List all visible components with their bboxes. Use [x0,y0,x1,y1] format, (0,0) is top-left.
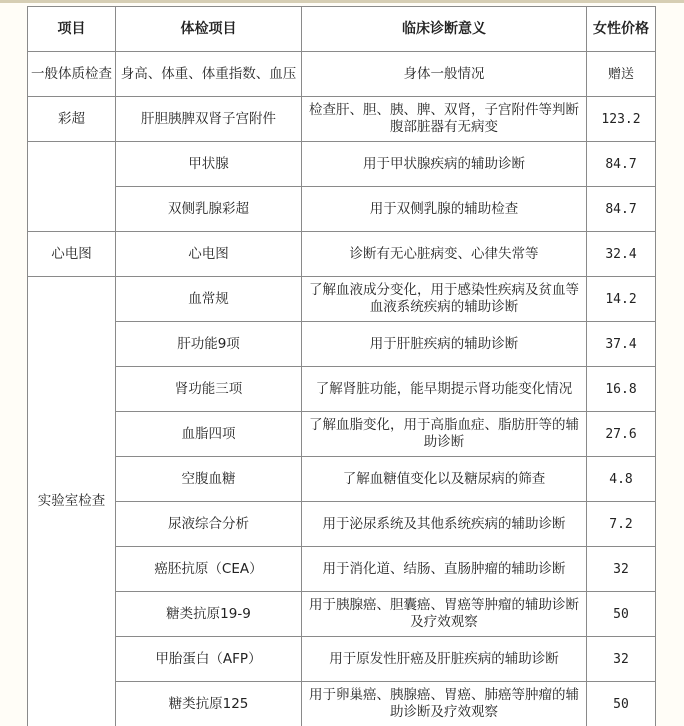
table-row [28,502,656,547]
item-meaning: 用于双侧乳腺的辅助检查 [302,187,587,232]
item-meaning: 了解血液成分变化，用于感染性疾病及贫血等血液系统疾病的辅助诊断 [302,277,587,322]
table-row [28,547,656,592]
table-row [28,142,656,187]
item-price: 50 [587,592,656,637]
item-name: 肾功能三项 [116,367,302,412]
item-meaning: 诊断有无心脏病变、心律失常等 [302,232,587,277]
item-meaning: 检查肝、胆、胰、脾、双肾，子宫附件等判断腹部脏器有无病变 [302,97,587,142]
item-name: 糖类抗原19-9 [116,592,302,637]
item-name: 身高、体重、体重指数、血压 [116,52,302,97]
item-price: 14.2 [587,277,656,322]
table-row [28,277,656,322]
item-name: 肝胆胰脾双肾子宫附件 [116,97,302,142]
item-name: 心电图 [116,232,302,277]
table-row [28,52,656,97]
item-meaning: 身体一般情况 [302,52,587,97]
top-divider [0,0,684,3]
item-meaning: 用于胰腺癌、胆囊癌、胃癌等肿瘤的辅助诊断及疗效观察 [302,592,587,637]
item-name: 甲状腺 [116,142,302,187]
item-price: 赠送 [587,52,656,97]
table-row [28,187,656,232]
table-row [28,232,656,277]
item-meaning: 用于甲状腺疾病的辅助诊断 [302,142,587,187]
category-blank-cell [28,142,116,232]
item-price: 32.4 [587,232,656,277]
header-meaning: 临床诊断意义 [302,7,587,52]
item-name: 尿液综合分析 [116,502,302,547]
header-item: 体检项目 [116,7,302,52]
item-meaning: 了解血脂变化，用于高脂血症、脂肪肝等的辅助诊断 [302,412,587,457]
header-price: 女性价格 [587,7,656,52]
item-price: 84.7 [587,142,656,187]
table-header-row [28,7,656,52]
table-row [28,367,656,412]
item-meaning: 用于肝脏疾病的辅助诊断 [302,322,587,367]
item-name: 血常规 [116,277,302,322]
item-name: 癌胚抗原（CEA） [116,547,302,592]
category-lab: 实验室检查 [28,277,116,726]
checkup-price-table [27,6,656,726]
item-name: 血脂四项 [116,412,302,457]
category-ultrasound: 彩超 [28,97,116,142]
item-name: 肝功能9项 [116,322,302,367]
item-price: 32 [587,547,656,592]
item-name: 双侧乳腺彩超 [116,187,302,232]
item-meaning: 用于泌尿系统及其他系统疾病的辅助诊断 [302,502,587,547]
item-meaning: 用于消化道、结肠、直肠肿瘤的辅助诊断 [302,547,587,592]
table-row [28,592,656,637]
item-price: 84.7 [587,187,656,232]
item-price: 27.6 [587,412,656,457]
item-price: 7.2 [587,502,656,547]
item-meaning: 了解血糖值变化以及糖尿病的筛查 [302,457,587,502]
header-category: 项目 [28,7,116,52]
table-row [28,322,656,367]
item-price: 37.4 [587,322,656,367]
item-meaning: 用于原发性肝癌及肝脏疾病的辅助诊断 [302,637,587,682]
item-meaning: 用于卵巢癌、胰腺癌、胃癌、肺癌等肿瘤的辅助诊断及疗效观察 [302,682,587,726]
item-meaning: 了解肾脏功能，能早期提示肾功能变化情况 [302,367,587,412]
item-price: 4.8 [587,457,656,502]
category-ecg: 心电图 [28,232,116,277]
item-name: 糖类抗原125 [116,682,302,726]
item-price: 50 [587,682,656,726]
table-row [28,412,656,457]
table-row [28,682,656,726]
table-row [28,97,656,142]
item-name: 空腹血糖 [116,457,302,502]
item-price: 16.8 [587,367,656,412]
table-row [28,457,656,502]
item-price: 32 [587,637,656,682]
table-row [28,637,656,682]
item-price: 123.2 [587,97,656,142]
item-name: 甲胎蛋白（AFP） [116,637,302,682]
category-general: 一般体质检查 [28,52,116,97]
